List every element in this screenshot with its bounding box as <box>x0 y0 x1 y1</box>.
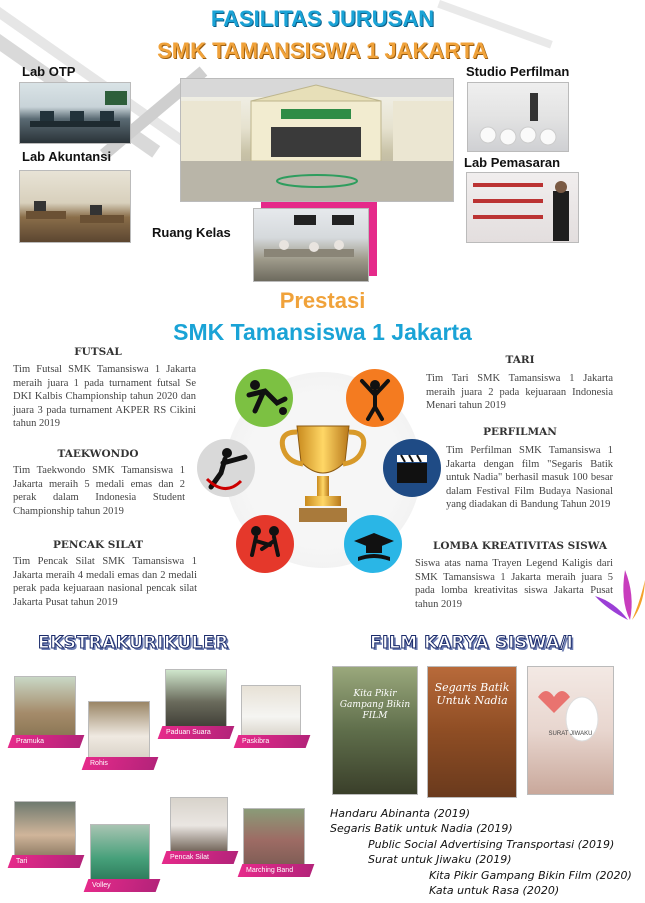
poster-segaris-batik-title: Segaris Batik Untuk Nadia <box>434 681 510 707</box>
film-list-item: Surat untuk Jiwaku (2019) <box>368 853 512 866</box>
perfilman-heading: PERFILMAN <box>483 426 557 438</box>
poster-segaris-batik <box>427 666 517 798</box>
poster-surat-jiwaku <box>527 666 614 795</box>
ribbon-volley: Volley <box>84 879 161 892</box>
taekwondo-heading: TAEKWONDO <box>57 448 139 460</box>
pencak-silat-heading: PENCAK SILAT <box>52 539 144 551</box>
perfilman-text: Tim Perfilman SMK Tamansiswa 1 Jakarta dengan film "Segaris Batik untuk Nadia" berhasil masuk 100 besar dalam Festival Film Budaya Nasional yang diadakan di Bandung Tahun 2019 <box>446 445 613 510</box>
prestasi-title: Prestasi <box>279 288 366 313</box>
header-title-line2: SMK TAMANSISWA 1 JAKARTA <box>157 38 488 63</box>
poster-kita-pikir <box>332 666 418 795</box>
photo-paskibra <box>241 685 301 738</box>
photo-pramuka <box>14 676 76 738</box>
pencak-silat-text: Tim Pencak Silat SMK Tamansiswa 1 Jakarta meraih 4 medali emas dan 2 medali perak pada kejuaraan nasional pencak silat Jakarta Pusat tahun 2019 <box>13 556 197 608</box>
label-studio-perfilman: Studio Perfilman <box>466 64 570 79</box>
poster-surat-jiwaku-title: SURAT JIWAKU <box>548 731 593 737</box>
ribbon-pencak-silat: Pencak Silat <box>162 851 239 864</box>
label-lab-akuntansi: Lab Akuntansi <box>22 149 112 164</box>
photo-lab-akuntansi <box>19 170 131 243</box>
film-list-item: Public Social Advertising Transportasi (2019) <box>368 838 615 851</box>
label-lab-pemasaran: Lab Pemasaran <box>464 155 561 170</box>
photo-tari <box>14 801 76 858</box>
photo-lab-pemasaran <box>466 172 579 243</box>
ribbon-rohis: Rohis <box>82 757 159 770</box>
photo-ruang-kelas <box>253 208 369 282</box>
prestasi-subtitle: SMK Tamansiswa 1 Jakarta <box>173 319 472 345</box>
photo-rohis <box>88 701 150 760</box>
ekstrakurikuler-title: EKSTRAKURIKULER <box>38 633 229 653</box>
header-title-line1: FASILITAS JURUSAN <box>210 6 435 31</box>
taekwondo-text: Tim Taekwondo SMK Tamansiswa 1 Jakarta meraih 5 medali emas dan 2 perak dalam Indonesia Student Championship tahun 2019 <box>13 465 185 517</box>
photo-pencak-silat <box>170 797 228 854</box>
tari-heading: TARI <box>505 354 535 366</box>
ribbon-marching-band: Marching Band <box>238 864 315 877</box>
dancer-icon <box>346 369 404 427</box>
label-ruang-kelas: Ruang Kelas <box>152 225 231 240</box>
martial-kick-icon <box>197 439 255 497</box>
photo-studio-perfilman <box>467 82 569 152</box>
flower-decoration <box>590 560 645 630</box>
graduation-cap-icon <box>344 515 402 573</box>
lomba-heading: LOMBA KREATIVITAS SISWA <box>432 540 607 552</box>
futsal-text: Tim Futsal SMK Tamansiswa 1 Jakarta meraih juara 1 pada turnament futsal Se DKI Kalbis Championship tahun 2020 dan juara 3 pada turnament AKPER RS Cikini tahun 2019 <box>13 364 196 429</box>
film-list-item: Kata untuk Rasa (2020) <box>429 884 560 897</box>
ribbon-tari: Tari <box>8 855 85 868</box>
poster-kita-pikir-title: Kita Pikir Gampang Bikin FILM <box>339 689 411 721</box>
trophy-icon <box>277 418 369 530</box>
film-list-item: Handaru Abinanta (2019) <box>330 807 471 820</box>
film-title: FILM KARYA SISWA/I <box>370 633 574 653</box>
tari-text: Tim Tari SMK Tamansiswa 1 Jakarta meraih juara 2 pada kejuaraan Indonesia Menari tahun 2019 <box>426 373 613 411</box>
photo-main-hall <box>180 78 454 202</box>
film-list-item: Segaris Batik untuk Nadia (2019) <box>330 822 513 835</box>
film-list-item: Kita Pikir Gampang Bikin Film (2020) <box>429 869 632 882</box>
photo-paduan-suara <box>165 669 227 729</box>
futsal-heading: FUTSAL <box>74 346 122 358</box>
soccer-kick-icon <box>235 369 293 427</box>
photo-volley <box>90 824 150 882</box>
lomba-text: Siswa atas nama Trayen Legend Kaligis dari SMK Tamansiswa 1 Jakarta meraih juara 5 pada lomba kreativitas siswa Jakarta Pusat tahun 2019 <box>415 558 613 610</box>
clapperboard-icon <box>383 439 441 497</box>
ribbon-paduan-suara: Paduan Suara <box>158 726 235 739</box>
ribbon-pramuka: Pramuka <box>8 735 85 748</box>
photo-lab-otp <box>19 82 131 144</box>
ribbon-paskibra: Paskibra <box>234 735 311 748</box>
fighters-icon <box>236 515 294 573</box>
photo-marching-band <box>243 808 305 867</box>
label-lab-otp: Lab OTP <box>22 64 76 79</box>
